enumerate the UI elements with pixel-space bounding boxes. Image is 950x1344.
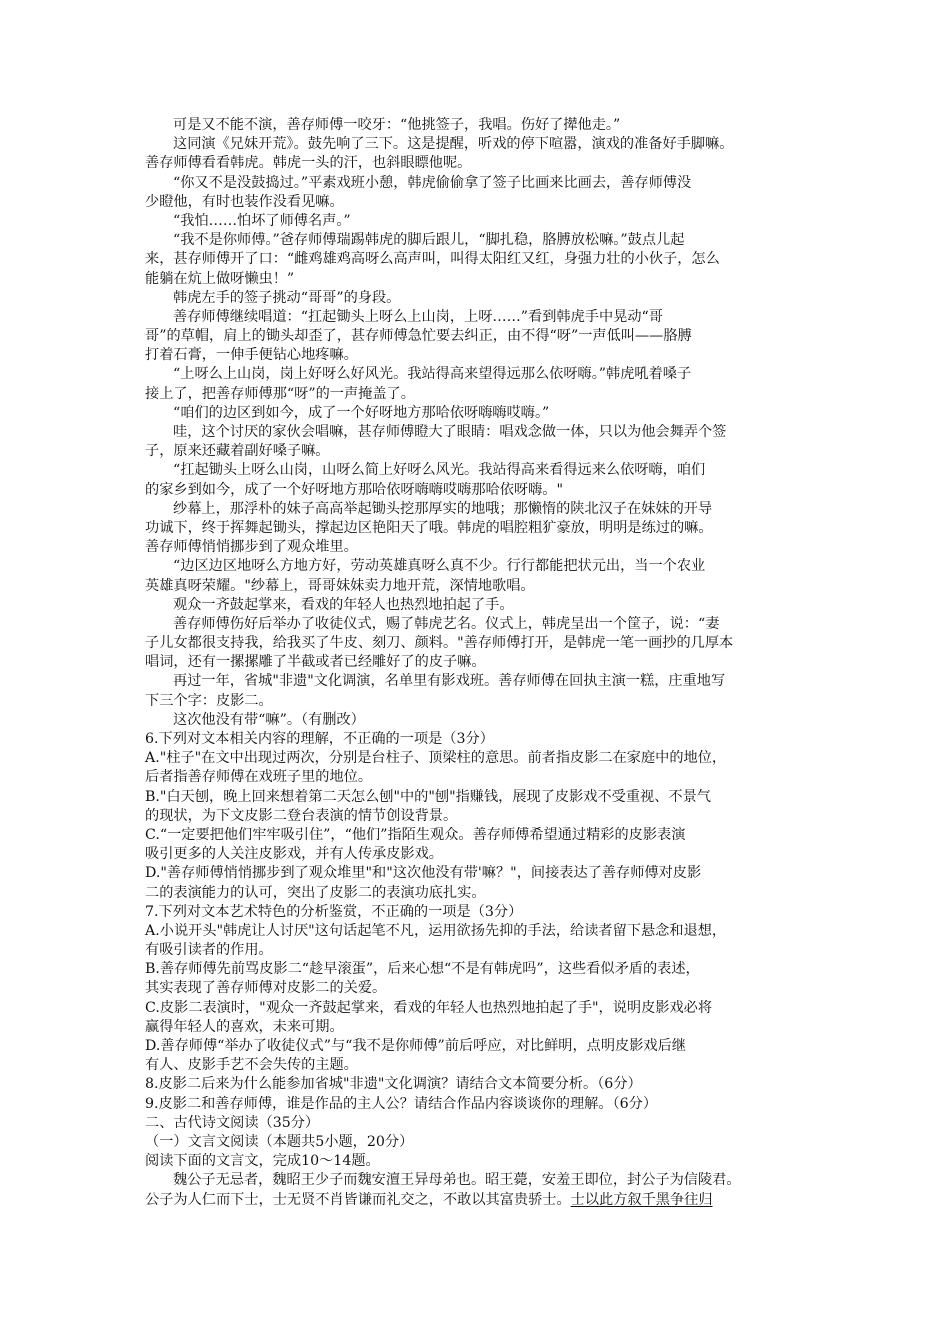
text-line: “上呀么上山岗，岗上好呀么好风光。我站得高来望得远那么依呀嗨。”韩虎吼着嗓子	[173, 366, 692, 383]
text-line: 功诚下，终于挥舞起锄头，撑起边区艳阳天了哦。韩虎的唱腔粗犷豪放，明明是练过的嘛。	[145, 519, 713, 536]
text-line: “扛起锄头上呀么山岗，山呀么简上好呀么风光。我站得高来看得远来么依呀嗨，咱们	[173, 462, 706, 479]
text-line: “我不是你师傅。”爸存师傅瑞踢韩虎的脚后跟儿，“脚扎稳，胳膊放松嘛。”鼓点儿起	[173, 232, 685, 249]
text-line: 二、古代诗文阅读（35分）	[145, 1114, 320, 1131]
text-line: 9.皮影二和善存师傅，谁是作品的主人公？请结合作品内容谈谈你的理解。（6分）	[145, 1095, 658, 1112]
text-line: 唱词，还有一摞摞雕了半截或者已经雕好了的皮子嘛。	[145, 654, 486, 671]
text-line: C.皮影二表演时，"观众一齐鼓起掌来，看戏的年轻人也热烈地拍起了手"，说明皮影戏必将	[145, 999, 713, 1016]
text-line: 善存师傅继续唱道：“扛起锄头上呀么上山岗，上呀……”看到韩虎手中晃动“哥	[173, 308, 663, 325]
text-line: 少瞪他，有时也装作没看见嘛。	[145, 193, 344, 210]
text-line: 哇，这个讨厌的家伙会唱嘛，甚存师傅瞪大了眼睛：唱戏念做一体，只以为他会舞弄个签	[173, 424, 727, 440]
text-line: B."白天刨，晚上回来想着第二天怎么刨"中的"刨"指赚钱，展现了皮影戏不受重视、不景气	[145, 788, 711, 805]
text-line: 吸引更多的人关注皮影戏，并有人传承皮影戏。	[145, 846, 443, 863]
text-line: 哥”的草帽，肩上的锄头却歪了，甚存师傅急忙要去纠正，由不得“呀”一声低叫——胳膊	[145, 328, 692, 345]
document-page	[145, 116, 815, 1210]
text-line: D."善存师傅悄悄挪步到了观众堆里"和"这次他没有带'嘛？"，间接表达了善存师傅对皮影	[145, 865, 702, 882]
text-line: 子，原来还藏着副好嗓子嘛。	[145, 443, 330, 460]
text-line: 再过一年，省城"非遗"文化调演，名单里有影戏班。善存师傅在回执主演一糕，庄重地写	[173, 673, 726, 690]
text-line: 赢得年轻人的喜欢，未来可期。	[145, 1018, 344, 1035]
text-line: 能躺在炕上做呀懒虫！”	[145, 270, 295, 287]
text-line: 后者指善存师傅在戏班子里的地位。	[145, 769, 373, 786]
text-line: A."柱子"在文中出现过两次，分别是台柱子、顶梁柱的意思。前者指皮影二在家庭中的地位，	[145, 750, 727, 767]
text-line: 的现状，为下文皮影二登台表演的情节创设背景。	[145, 807, 458, 824]
text-line: 阅读下面的文言文，完成10～14题。	[145, 1153, 380, 1170]
text-line-last	[145, 1191, 815, 1210]
text-line: 下三个字：皮影二。	[145, 692, 273, 709]
text-line: 接上了，把善存师傅那“呀”的一声掩盖了。	[145, 385, 415, 402]
text-line: （一）文言文阅读（本题共5小题，20分）	[145, 1133, 414, 1150]
last-line-text: 公子为人仁而下士，士无贤不肖皆谦而礼交之，不敢以其富贵骄士。	[145, 1191, 571, 1208]
text-line: “咱们的边区到如今，成了一个好呀地方那哈依呀嗨嗨哎嗨。”	[173, 404, 550, 421]
text-line: 纱幕上，那浮朴的妹子高高举起锄头挖那厚实的地哦；那懒惰的陕北汉子在妹妹的开导	[173, 500, 713, 517]
text-line: 有人、皮影手艺不会失传的主题。	[145, 1057, 358, 1074]
text-line: 魏公子无忌者，魏昭王少子而魏安澶王异母弟也。昭王薨，安羞王即位，封公子为信陵君。	[173, 1172, 741, 1189]
text-line: 打着石膏，一伸手便钻心地疼嘛。	[145, 347, 358, 364]
text-line: 观众一齐鼓起掌来，看戏的年轻人也热烈地拍起了手。	[173, 596, 514, 613]
text-line: “边区边区地呀么方地方好，劳动英雄真呀么真不少。行行都能把状元出，当一个农业	[173, 558, 706, 575]
text-line: 可是又不能不演，善存师傅一咬牙：“他挑签子，我唱。伤好了撵他走。”	[173, 117, 621, 133]
text-line: 其实表现了善存师傅对皮影二的关爱。	[145, 980, 387, 997]
text-line: 的家乡到如今，成了一个好呀地方那哈依呀嗨嗨哎嗨那哈依呀嗨。"	[145, 481, 563, 498]
text-line: 来，甚存师傅开了口：“雌鸡雄鸡高呀么高声叫，叫得太阳红又红，身强力壮的小伙子，怎么	[145, 251, 720, 268]
text-line: 这同演《兄妹开荒》。鼓先响了三下。这是提醒，听戏的停下喧嚣，演戏的准备好手脚嘛。	[173, 136, 734, 153]
text-line: “你又不是没鼓捣过。”平素戏班小憩，韩虎偷偷拿了签子比画来比画去，善存师傅没	[173, 174, 692, 191]
text-line: 7.下列对文本艺术特色的分析鉴赏，不正确的一项是（3分）	[145, 903, 523, 920]
text-line: 韩虎左手的签子挑动“哥哥”的身段。	[173, 289, 401, 306]
text-line: 6.下列对文本相关内容的理解，不正确的一项是（3分）	[145, 731, 494, 747]
text-line: C.“一定要把他们牢牢吸引住”，“他们”指陌生观众。善存师傅希望通过精彩的皮影表演	[145, 826, 686, 843]
text-line: 这次他没有带“嘛”。（有删改）	[173, 711, 365, 728]
text-line: D.善存师傅“举办了收徒仪式”与“我不是你师傅”前后呼应，对比鲜明，点明皮影戏后继	[145, 1038, 686, 1054]
text-line: 善存师傅悄悄挪步到了观众堆里。	[145, 539, 358, 556]
text-line: “我怕……怕坏了师傅名声。”	[173, 212, 351, 229]
text-line: A.小说开头"韩虎让人讨厌"这句话起笔不凡，运用欲扬先抑的手法，给读者留下悬念和退想，	[145, 922, 727, 939]
text-line: 8.皮影二后来为什么能参加省城"非遗"文化调演？请结合文本简要分析。（6分）	[145, 1076, 642, 1093]
text-line: 英雄真呀荣耀。"纱幕上，哥哥妹妹卖力地开荒，深情地歌唱。	[145, 577, 535, 594]
text-line: 子儿女都很支持我，给我买了牛皮、刻刀、颜料。"善存师傅打开，是韩虎一笔一画抄的几厚本	[145, 635, 734, 652]
text-line: 善存师傅看看韩虎。韩虎一头的汗，也斜眼瞟他呢。	[145, 155, 472, 172]
text-line: 二的表演能力的认可，突出了皮影二的表演功底扎实。	[145, 884, 486, 901]
text-line: 善存师傅伤好后举办了收徒仪式，赐了韩虎艺名。仪式上，韩虎呈出一个筐子，说：“妻	[173, 615, 720, 632]
text-line: B.善存师傅先前骂皮影二“趁早滚蛋”，后来心想“不是有韩虎吗”，这些看似矛盾的表述，	[145, 961, 700, 978]
underlined-phrase: 士以此方叙千黑争往归	[570, 1191, 713, 1208]
text-line: 有吸引读者的作用。	[145, 942, 273, 959]
